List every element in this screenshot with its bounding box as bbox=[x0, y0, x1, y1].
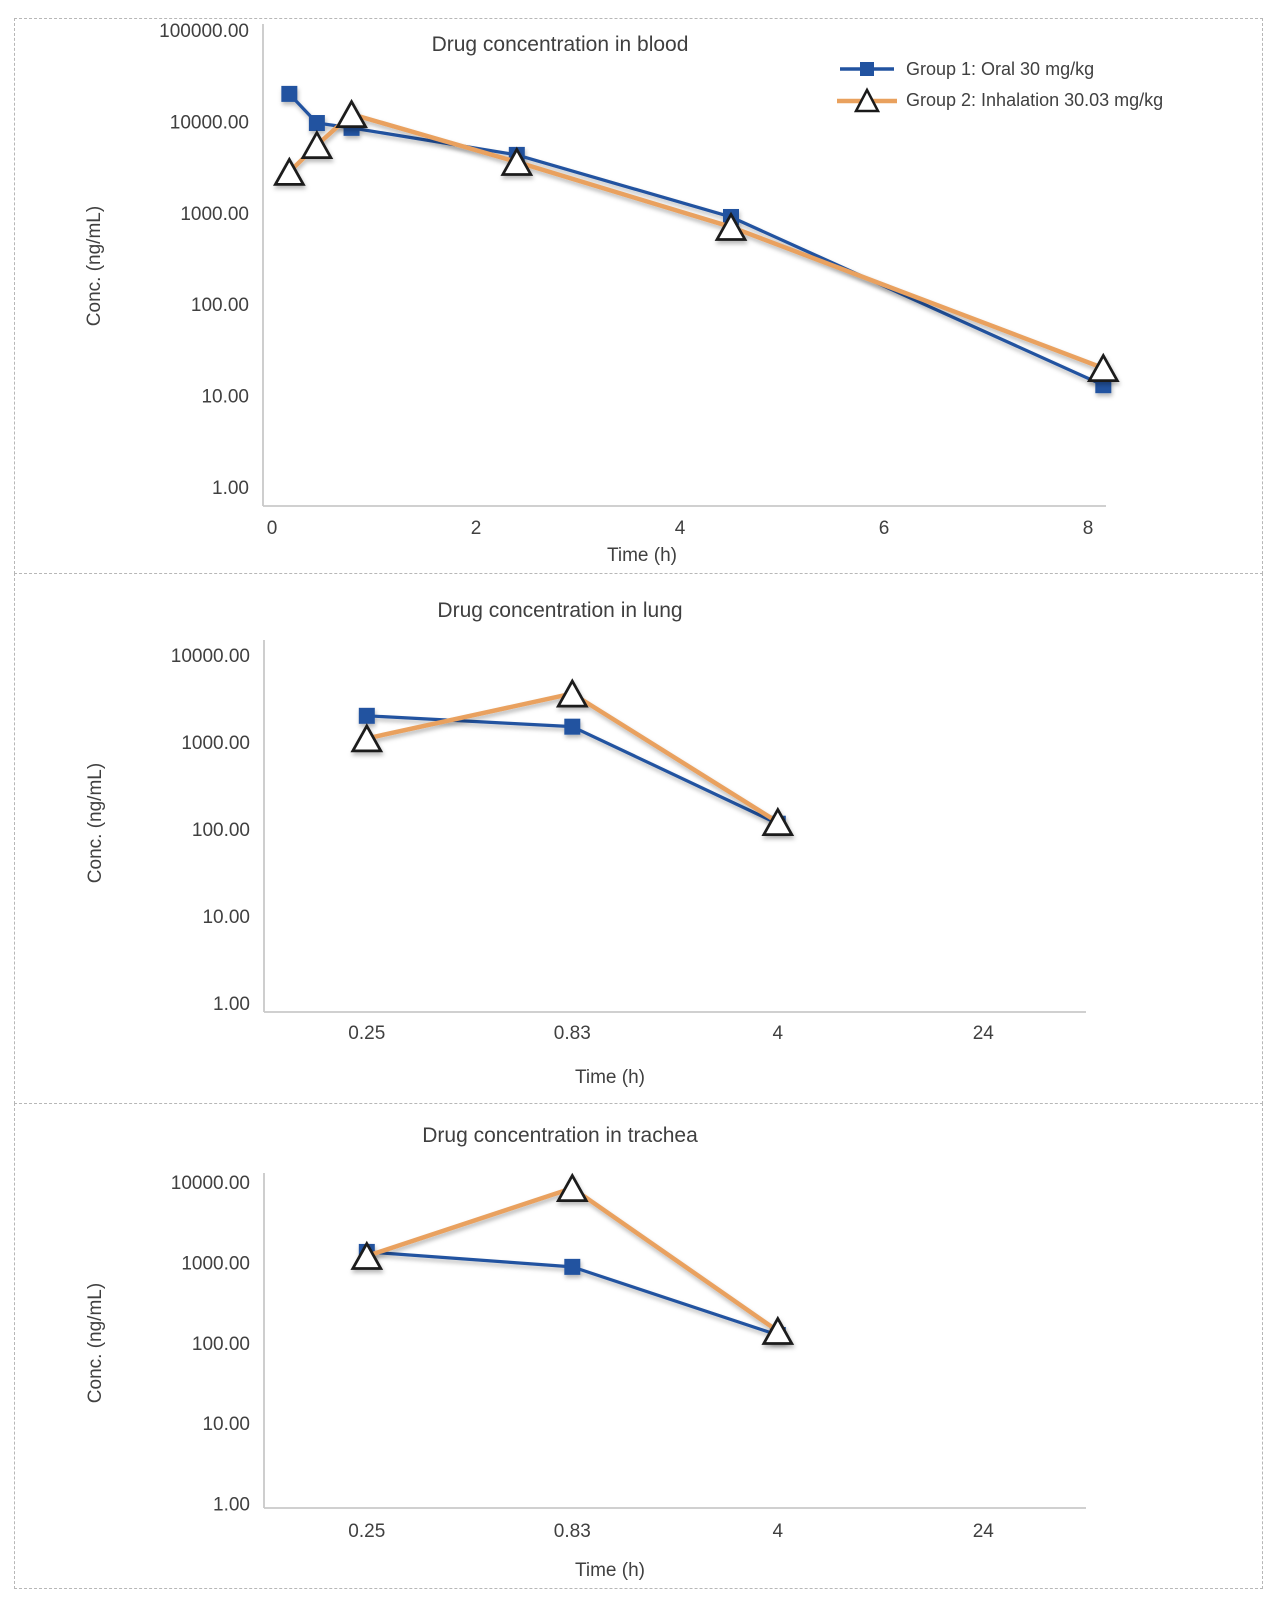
lung-x-tick-label: 4 bbox=[772, 1023, 784, 1044]
blood-chart-title: Drug concentration in blood bbox=[431, 33, 689, 56]
legend-label-group1: Group 1: Oral 30 mg/kg bbox=[906, 58, 1095, 79]
trachea-x-tick-label: 0.25 bbox=[348, 1521, 386, 1542]
blood-series-group2 bbox=[275, 102, 1117, 381]
legend bbox=[836, 55, 1163, 114]
lung-y-tick-label: 1.00 bbox=[213, 994, 250, 1015]
lung-marker-square-group1 bbox=[359, 708, 375, 724]
blood-line-group1 bbox=[289, 94, 1103, 385]
blood-y-tick-label: 100.00 bbox=[190, 295, 249, 317]
blood-x-tick-label: 2 bbox=[470, 518, 482, 539]
trachea-y-tick-label: 100.00 bbox=[191, 1333, 250, 1355]
lung-marker-square-group1 bbox=[564, 719, 580, 735]
blood-marker-triangle-group2 bbox=[1089, 356, 1117, 381]
lung-y-tick-label: 1000.00 bbox=[181, 733, 250, 754]
blood-y-tick-label: 100000.00 bbox=[159, 21, 249, 42]
lung-y-tick-label: 100.00 bbox=[191, 820, 250, 841]
trachea-y-tick-label: 1000.00 bbox=[181, 1253, 250, 1275]
blood-marker-square-group1 bbox=[281, 86, 297, 102]
lung-x-tick-label: 0.83 bbox=[553, 1023, 591, 1044]
blood-x-tick-label: 4 bbox=[674, 518, 686, 539]
legend-item-group1 bbox=[836, 55, 1163, 83]
blood-marker-triangle-group2 bbox=[338, 102, 366, 127]
lung-line-group2 bbox=[367, 694, 778, 823]
lung-y-axis-title: Conc. (ng/mL) bbox=[85, 762, 106, 884]
trachea-x-tick-label: 24 bbox=[972, 1521, 994, 1542]
blood-marker-square-group1 bbox=[309, 115, 325, 131]
trachea-y-tick-label: 10.00 bbox=[202, 1414, 250, 1436]
lung-y-tick-label: 10000.00 bbox=[170, 646, 250, 667]
trachea-y-axis-title: Conc. (ng/mL) bbox=[85, 1282, 106, 1404]
lung-x-tick-label: 0.25 bbox=[348, 1023, 386, 1044]
trachea-marker-triangle-group2 bbox=[353, 1244, 381, 1269]
blood-y-tick-label: 10.00 bbox=[201, 386, 249, 408]
legend-item-group2 bbox=[836, 86, 1163, 114]
blood-x-tick-label: 6 bbox=[878, 518, 890, 539]
trachea-x-axis-title: Time (h) bbox=[574, 1560, 646, 1581]
trachea-marker-triangle-group2 bbox=[558, 1176, 586, 1201]
lung-y-tick-label: 10.00 bbox=[202, 907, 250, 928]
legend-swatch-oral-line-square-icon bbox=[836, 56, 898, 82]
trachea-marker-square-group1 bbox=[564, 1259, 580, 1275]
legend-label-group2: Group 2: Inhalation 30.03 mg/kg bbox=[906, 89, 1164, 110]
blood-marker-triangle-group2 bbox=[717, 214, 745, 239]
trachea-y-tick-label: 1.00 bbox=[213, 1494, 250, 1516]
blood-x-tick-label: 0 bbox=[266, 518, 278, 539]
blood-y-axis-title: Conc. (ng/mL) bbox=[84, 205, 105, 327]
trachea-x-tick-label: 4 bbox=[772, 1521, 784, 1542]
lung-x-axis-title: Time (h) bbox=[574, 1067, 646, 1088]
chart-trachea bbox=[171, 1173, 1086, 1542]
trachea-chart-title: Drug concentration in trachea bbox=[422, 1124, 698, 1147]
lung-chart-title: Drug concentration in lung bbox=[437, 599, 683, 622]
blood-x-axis-title: Time (h) bbox=[606, 545, 678, 566]
legend-swatch-inhalation-line-triangle-icon bbox=[836, 87, 898, 113]
blood-x-tick-label: 8 bbox=[1082, 518, 1094, 539]
blood-y-tick-label: 1.00 bbox=[212, 478, 249, 499]
lung-series-group2 bbox=[353, 681, 792, 835]
trachea-y-tick-label: 10000.00 bbox=[170, 1173, 250, 1194]
chart-lung bbox=[171, 640, 1086, 1044]
blood-y-tick-label: 10000.00 bbox=[169, 112, 249, 134]
trachea-x-tick-label: 0.83 bbox=[553, 1521, 591, 1542]
lung-x-tick-label: 24 bbox=[972, 1023, 994, 1044]
blood-y-tick-label: 1000.00 bbox=[180, 203, 249, 225]
